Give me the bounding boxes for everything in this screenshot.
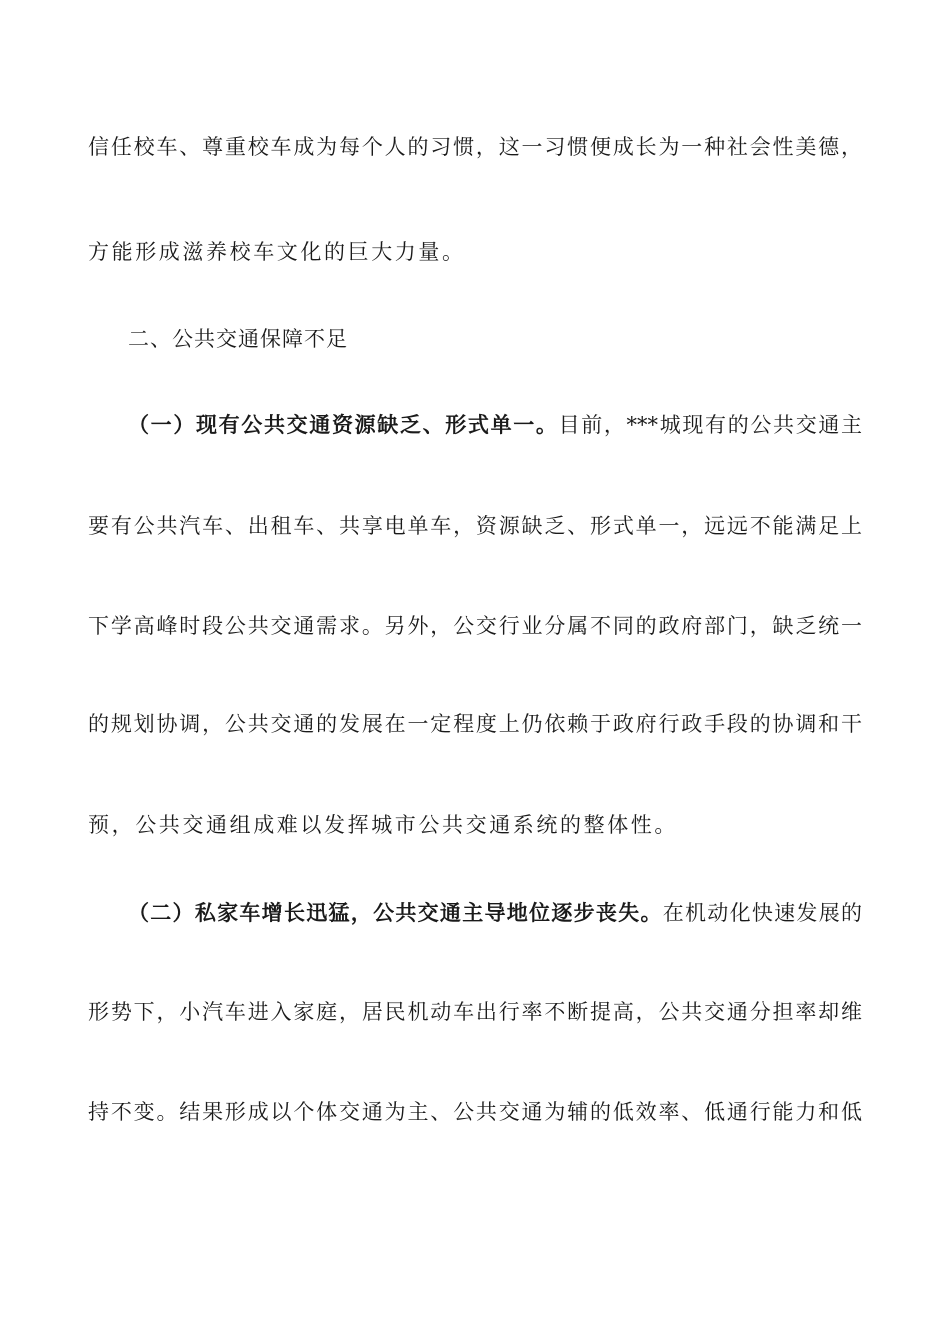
paragraph-heading: （一）现有公共交通资源缺乏、形式单一。 xyxy=(128,412,559,437)
text-line: 要有公共汽车、出租车、共享电单车，资源缺乏、形式单一，远远不能满足上 xyxy=(88,514,862,538)
text-line: 持不变。结果形成以个体交通为主、公共交通为辅的低效率、低通行能力和低 xyxy=(88,1100,862,1124)
paragraph-text: 在机动化快速发展的 xyxy=(662,901,862,925)
paragraph-text: 目前，***城现有的公共交通主 xyxy=(558,413,863,437)
text-line: 信任校车、尊重校车成为每个人的习惯，这一习惯便成长为一种社会性美德， xyxy=(88,135,862,159)
section-heading: 二、公共交通保障不足 xyxy=(128,327,348,351)
text-line: 形势下，小汽车进入家庭，居民机动车出行率不断提高，公共交通分担率却维 xyxy=(88,1000,862,1024)
text-line: 下学高峰时段公共交通需求。另外，公交行业分属不同的政府部门，缺乏统一 xyxy=(88,614,862,638)
paragraph-first-line xyxy=(128,410,862,440)
text-line: 的规划协调，公共交通的发展在一定程度上仍依赖于政府行政手段的协调和干 xyxy=(88,712,862,736)
text-line: 方能形成滋养校车文化的巨大力量。 xyxy=(88,240,466,264)
text-line: 预，公共交通组成难以发挥城市公共交通系统的整体性。 xyxy=(88,813,678,837)
paragraph-first-line xyxy=(128,898,862,928)
paragraph-heading: （二）私家车增长迅猛，公共交通主导地位逐步丧失。 xyxy=(128,900,663,925)
